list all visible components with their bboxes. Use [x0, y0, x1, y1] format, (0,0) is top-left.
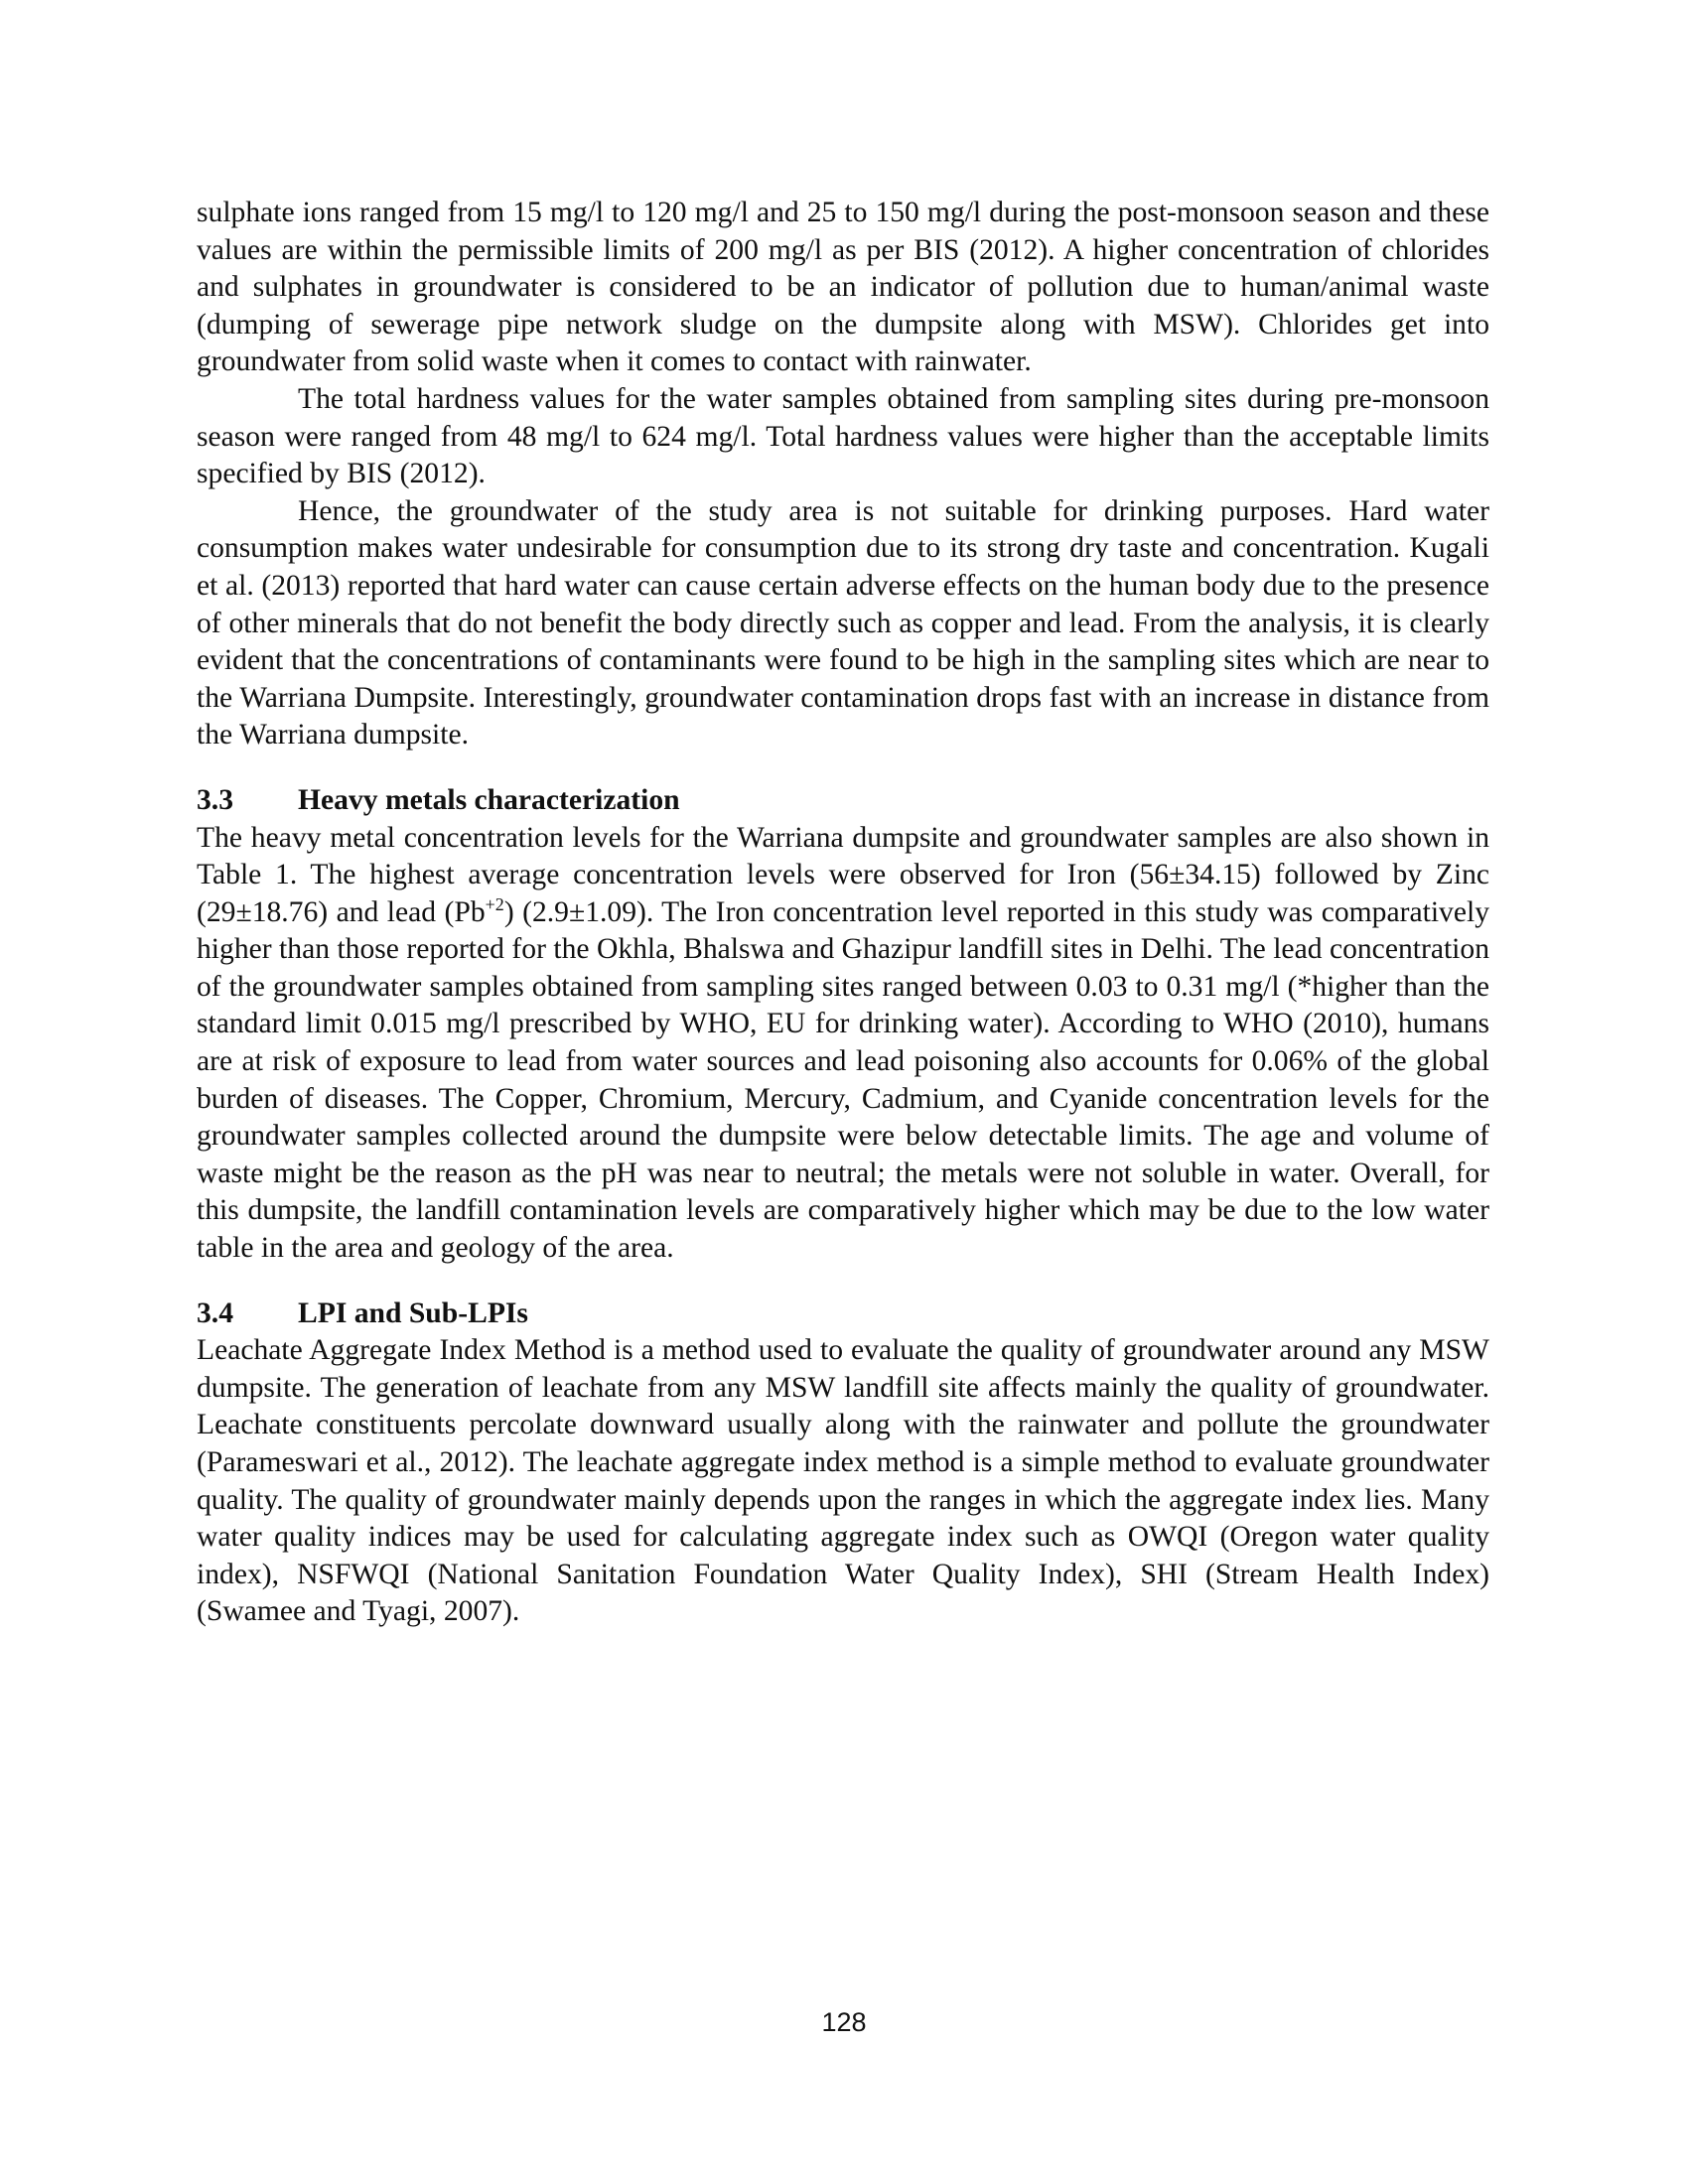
paragraph-groundwater-suitability: Hence, the groundwater of the study area is not suitable for drinking purposes. Hard water consumption makes water undesirable for consumption due to its strong dry taste and concentration. Kugali et al. (2013) reported that hard water can cause certain adverse effects on the human body due to the presence of other minerals that do not benefit the body directly such as copper and lead. From the analysis, it is clearly evident that the concentrations of contaminants were found to be high in the sampling sites which are near to the Warriana Dumpsite. Interestingly, groundwater contamination drops fast with an increase in distance from the Warriana dumpsite. [197, 494, 1489, 751]
heavy-metals-text-part-2: ) (2.9±1.09). The Iron concentration level reported in this study was comparatively higher than those reported for the Okhla, Bhalswa and Ghazipur landfill sites in Delhi. The lead concentration of the groundwater samples obtained from sampling sites ranged between 0.03 to 0.31 mg/l (*higher than the standard limit 0.015 mg/l prescribed by WHO, EU for drinking water). According to WHO (2010), humans are at risk of exposure to lead from water sources and lead poisoning also accounts for 0.06% of the global burden of diseases. The Copper, Chromium, Mercury, Cadmium, and Cyanide concentration levels for the groundwater samples collected around the dumpsite were below detectable limits. The age and volume of waste might be the reason as the pH was near to neutral; the metals were not soluble in water. Overall, for this dumpsite, the landfill contamination levels are comparatively higher which may be due to the low water table in the area and geology of the area. [197, 895, 1489, 1265]
heavy-metals-text-part-1: The heavy metal concentration levels for the Warriana dumpsite and groundwater samples are also shown in Table 1. The highest average concentration levels were observed for Iron (56±34.15) followed by Zinc (29±18.76) and lead (Pb [197, 821, 1489, 928]
section-title: Heavy metals characterization [298, 783, 680, 816]
section-number: 3.4 [197, 1297, 233, 1329]
paragraph-lpi: Leachate Aggregate Index Method is a method used to evaluate the quality of groundwater around any MSW dumpsite. The generation of leachate from any MSW landfill site affects mainly the quality of groundwater. Leachate constituents percolate downward usually along with the rainwater and pollute the groundwater (Parameswari et al., 2012). The leachate aggregate index method is a simple method to evaluate groundwater quality. The quality of groundwater mainly depends upon the ranges in which the aggregate index lies. Many water quality indices may be used for calculating aggregate index such as OWQI (Oregon water quality index), NSFWQI (National Sanitation Foundation Water Quality Index), SHI (Stream Health Index) (Swamee and Tyagi, 2007). [197, 1334, 1489, 1628]
section-spacer [197, 1268, 1489, 1296]
section-heading-3-4 [197, 1296, 1489, 1333]
page-number: 128 [821, 2007, 867, 2037]
paragraph-heavy-metals [197, 820, 1489, 1268]
section-title: LPI and Sub-LPIs [298, 1297, 528, 1329]
section-spacer [197, 754, 1489, 782]
paragraph-sulphate-chlorides: sulphate ions ranged from 15 mg/l to 120 mg/l and 25 to 150 mg/l during the post-monsoon season and these values are within the permissible limits of 200 mg/l as per BIS (2012). A higher concentration of chlorides and sulphates in groundwater is considered to be an indicator of pollution due to human/animal waste (dumping of sewerage pipe network sludge on the dumpsite along with MSW). Chlorides get into groundwater from solid waste when it comes to contact with rainwater. [197, 197, 1489, 378]
section-heading-3-3 [197, 782, 1489, 820]
section-number: 3.3 [197, 783, 233, 816]
lead-charge-superscript: +2 [485, 893, 504, 914]
paragraph-total-hardness: The total hardness values for the water samples obtained from sampling sites during pre-monsoon season were ranged from 48 mg/l to 624 mg/l. Total hardness values were higher than the acceptable limits specified by BIS (2012). [197, 382, 1489, 490]
page-body [197, 195, 1489, 1631]
